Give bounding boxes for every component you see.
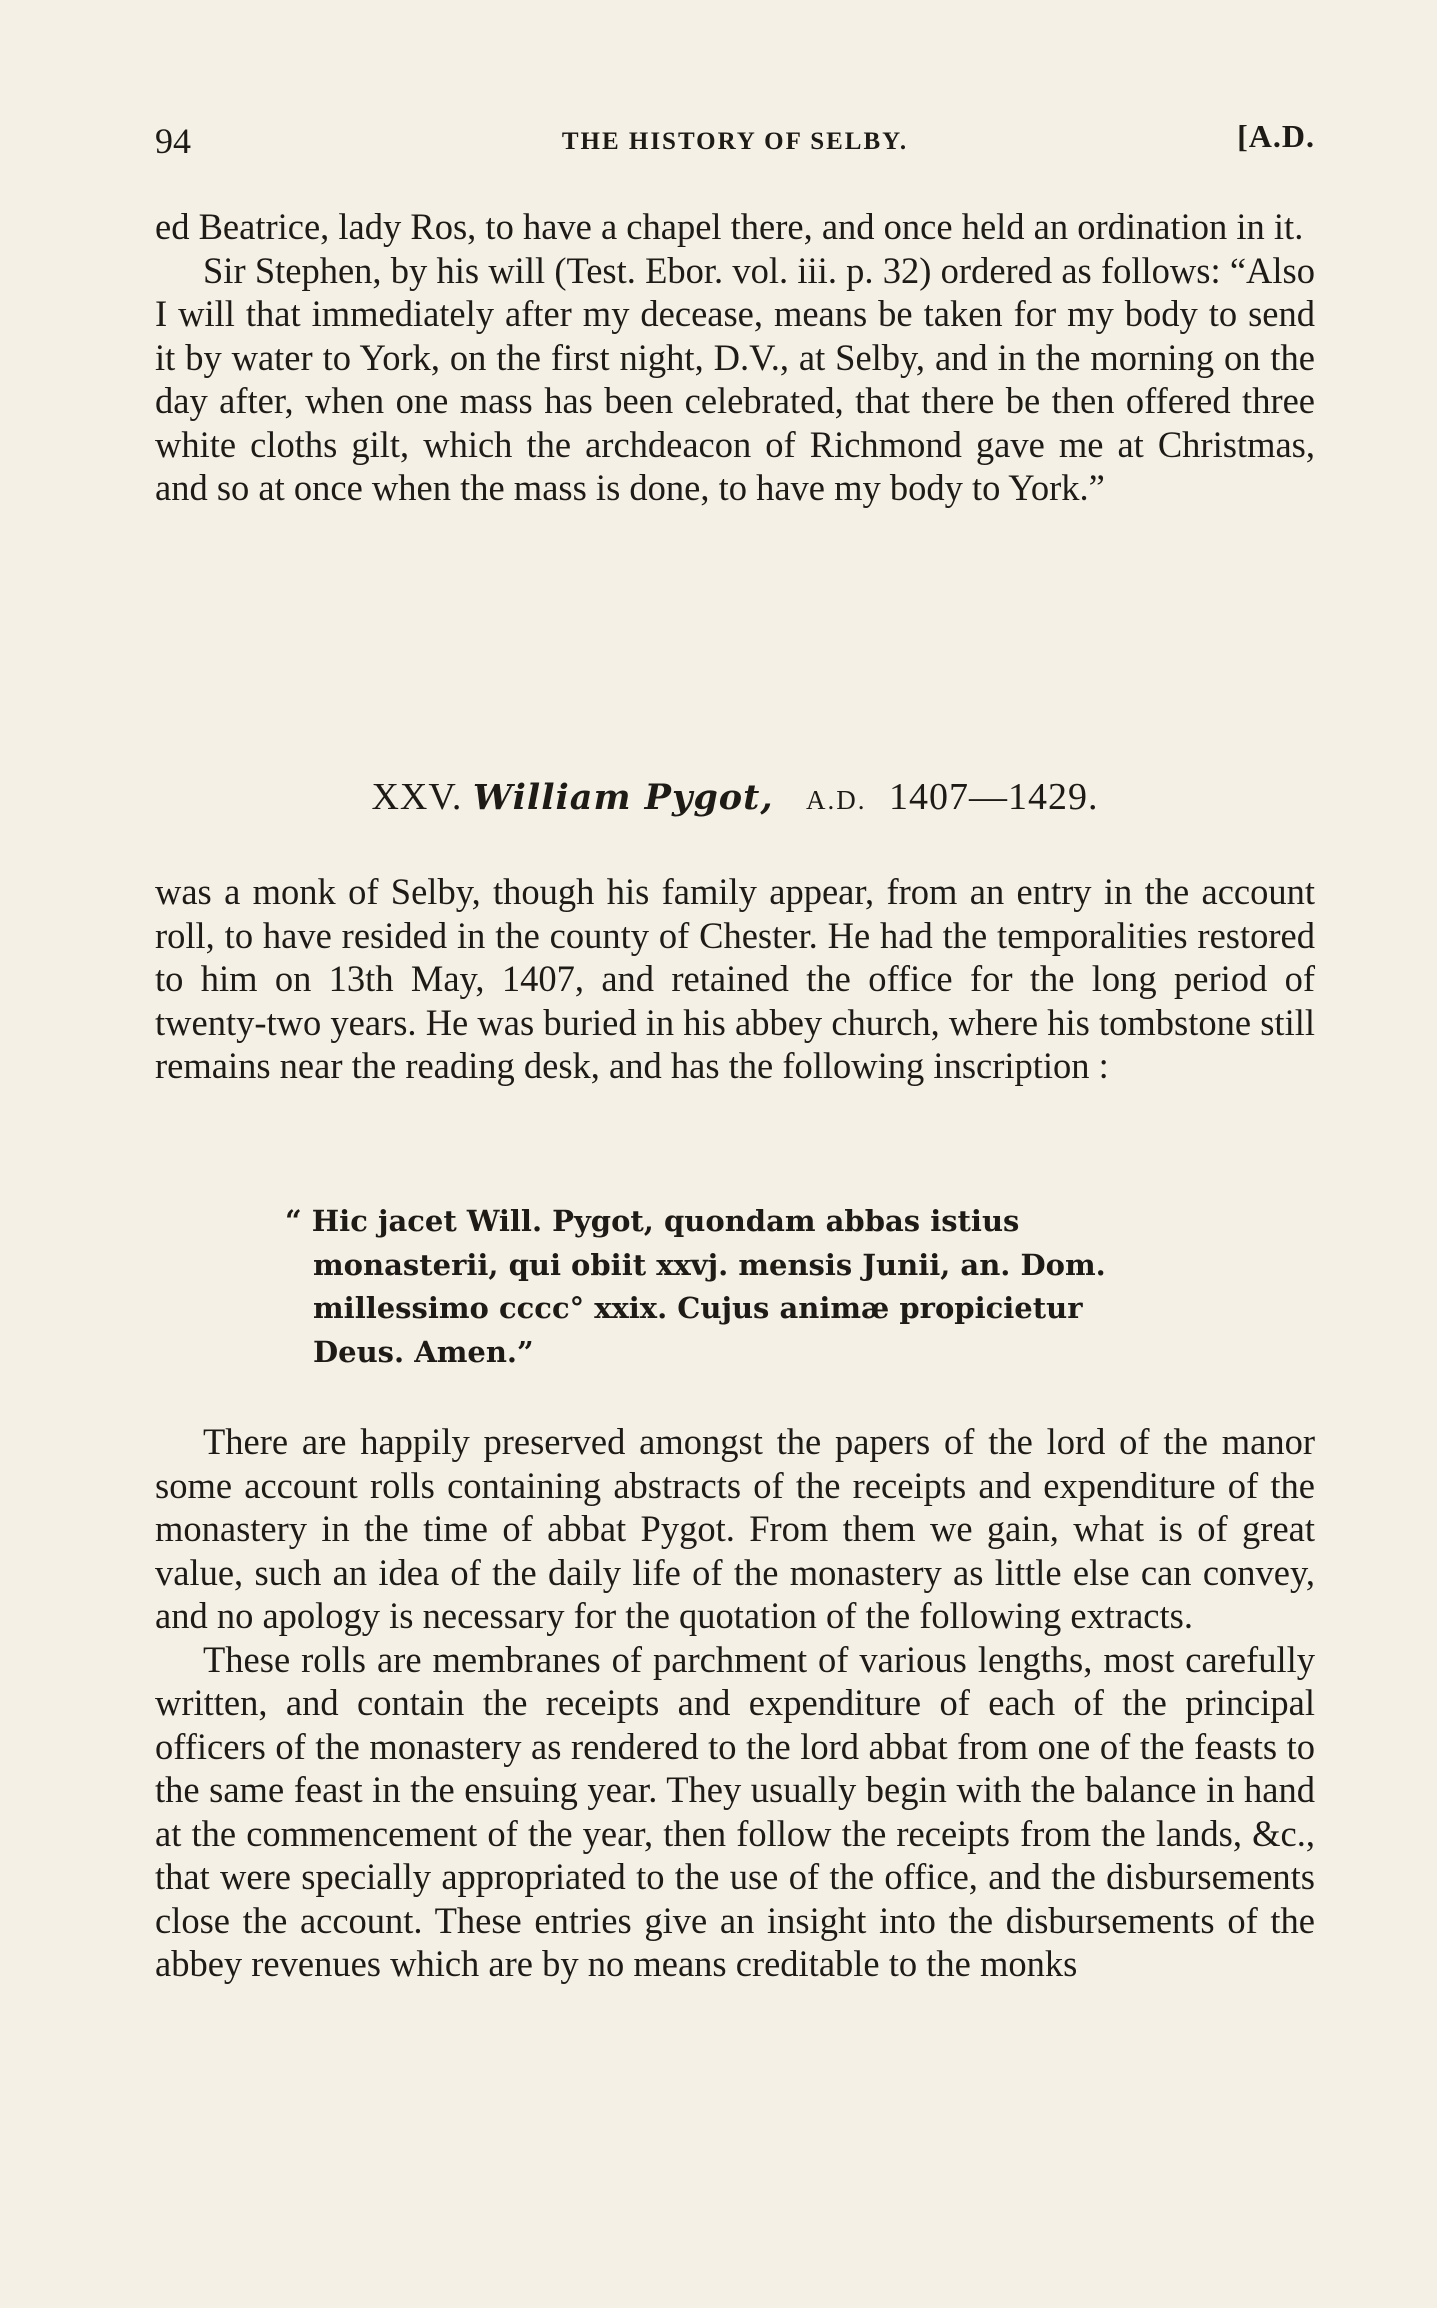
section-heading (155, 775, 1315, 819)
paragraph-account-rolls: There are happily preserved amongst the papers of the lord of the manor some account rolls containing abstracts of the receipts and expenditure of the monastery in the time of abbat Pygot. From them we gain, what is of great value, such an idea of the daily life of the monastery as little else can convey, and no apology is necessary for the quotation of the following extracts. (155, 1421, 1315, 1636)
book-page (155, 110, 1315, 1984)
tombstone-inscription (285, 1200, 1245, 1374)
text-block-top (155, 205, 1315, 510)
paragraph-entry: was a monk of Selby, though his family appear, from an entry in the account roll, to have resided in the county of Chester. He had the temporalities restored to him on 13th May, 1407, and retained the office for the long period of twenty-two years. He was buried in his abbey church, where his tombstone still remains near the reading desk, and has the following inscription : (155, 871, 1315, 1086)
text-block-entry (155, 870, 1315, 1088)
paragraph-will: Sir Stephen, by his will (Test. Ebor. vol. iii. p. 32) ordered as follows: “Also I will that immediately after my decease, means be taken for my body to send it by water to York, on the first night, D.V., at Selby, and in the morning on the day after, when one mass has been celebrated, that there be then offered three white cloths gilt, which the archdeacon of Richmond gave me at Christmas, and so at once when the mass is done, to have my body to York.” (155, 249, 1315, 508)
running-head (155, 110, 1315, 160)
text-block-bottom (155, 1420, 1315, 1986)
page-number: 94 (155, 121, 191, 161)
heading-ad: A.D. (806, 785, 867, 815)
heading-name: William Pygot, (472, 777, 774, 818)
heading-years: 1407—1429. (889, 776, 1099, 818)
inscription-line: “ Hic jacet Will. Pygot, quondam abbas istius (285, 1204, 1020, 1238)
paragraph-continuation: ed Beatrice, lady Ros, to have a chapel there, and once held an ordination in it. (155, 206, 1304, 247)
inscription-line: Deus. Amen.” (313, 1334, 534, 1369)
heading-numeral: XXV. (371, 776, 463, 818)
paragraph-rolls-description: These rolls are membranes of parchment of various lengths, most carefully written, and contain the receipts and expenditure of each of the principal officers of the monastery as rendered to the lord abbat from one of the feasts to the same feast in the ensuing year. They usually begin with the balance in hand at the commencement of the year, then follow the receipts from the lands, &c., that were specially appropriated to the use of the office, and the disbursements close the account. These entries give an insight into the disbursements of the abbey revenues which are by no means creditable to the monks (155, 1638, 1315, 1984)
running-title: THE HISTORY OF SELBY. (561, 128, 909, 155)
inscription-line: millessimo cccc° xxix. Cujus animæ propicietur (313, 1291, 1083, 1325)
inscription-line: monasterii, qui obiit xxvj. mensis Junii, an. Dom. (313, 1247, 1106, 1282)
era-marker: [A.D. (1237, 118, 1315, 154)
